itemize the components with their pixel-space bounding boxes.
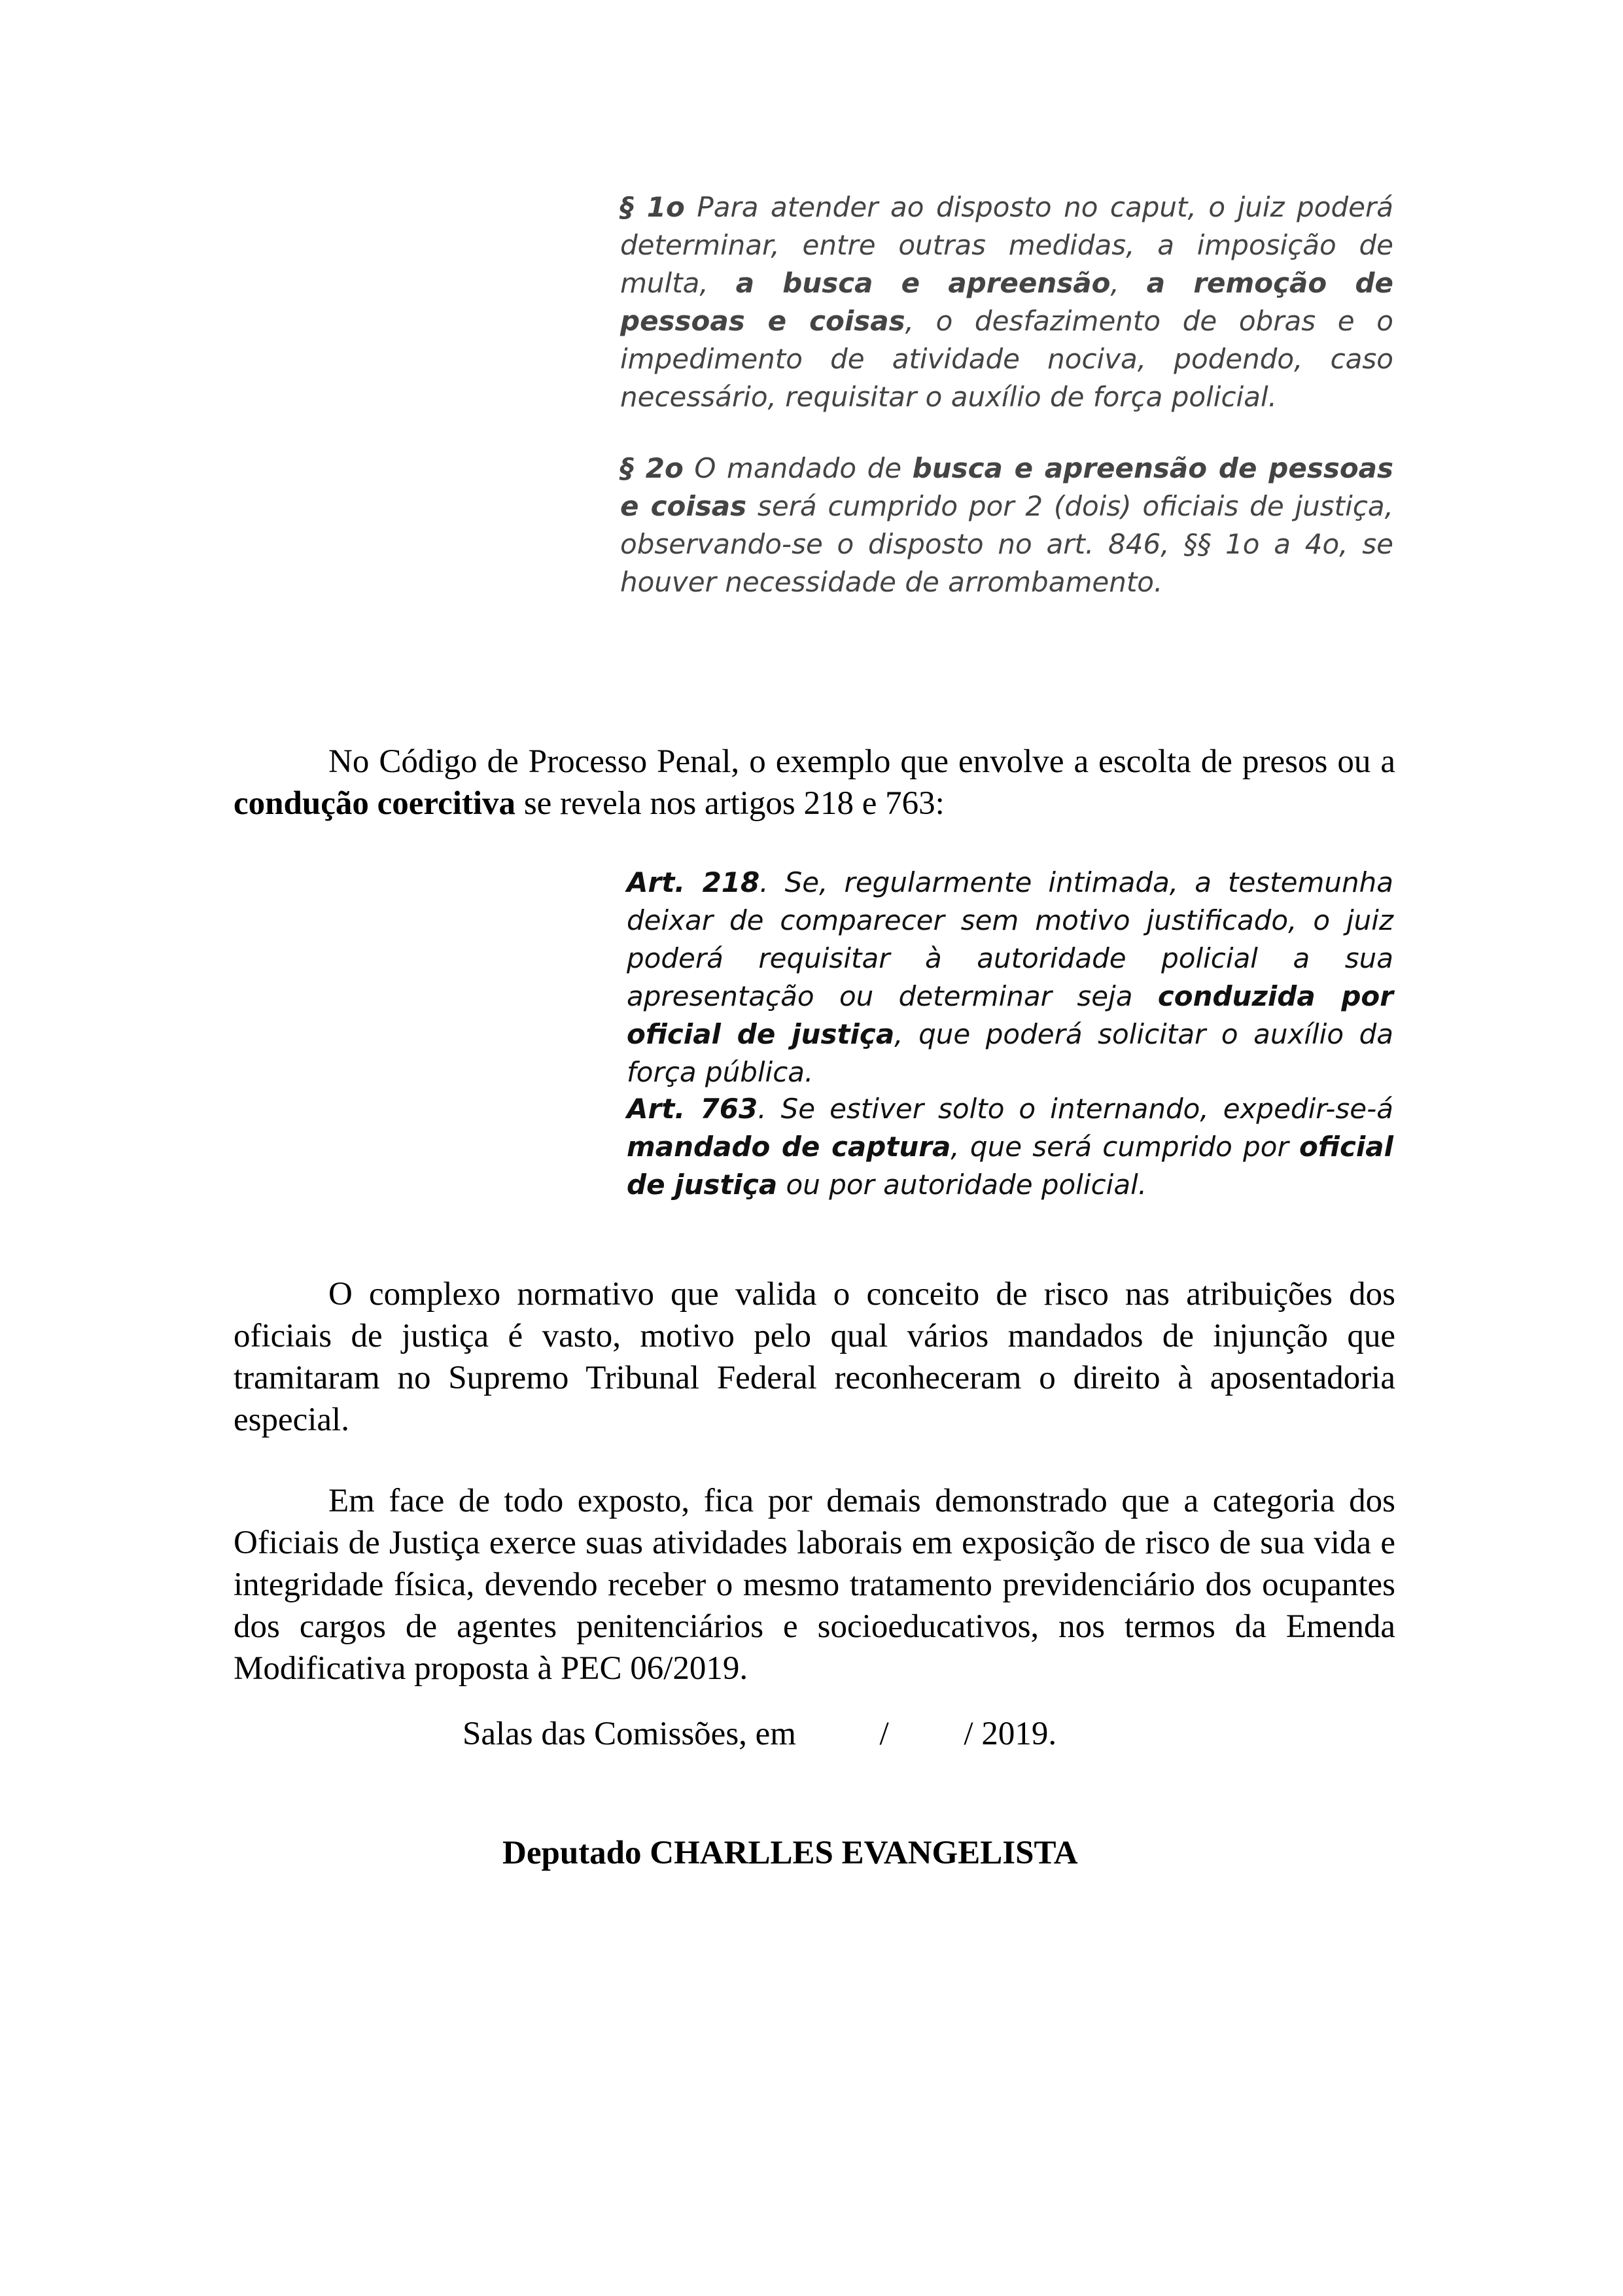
paragraph-conclusao: Em face de todo exposto, fica por demais demonstrado que a categoria dos Oficiais de Justiça exerce suas atividades laborais em exposição de risco de sua vida e integridade física, devendo receber o mesmo tratamento previdenciário dos ocupantes dos cargos de agentes penitenciários e socioeducativos, nos termos da Emenda Modificativa proposta à PEC 06/2019. bbox=[234, 1483, 1395, 1687]
cpc-paragraph-2: § 2o O mandado de busca e apreensão de pessoas e coisas será cumprido por 2 (dois) oficiais de justiça, observando-se o disposto no art. 846, §§ 1o a 4o, se houver necessidade de arrombamento. bbox=[620, 452, 1394, 598]
paragraph-complexo-normativo: O complexo normativo que valida o conceito de risco nas atribuições dos oficiais de justiça é vasto, motivo pelo qual vários mandados de injunção que tramitaram no Supremo Tribunal Federal reconheceram o direito à aposentadoria especial. bbox=[234, 1276, 1395, 1438]
cpc-paragraph-1: § 1o Para atender ao disposto no caput, o juiz poderá determinar, entre outras medidas, a imposição de multa, a busca e apreensão, a remoção de pessoas e coisas, o desfazimento de obras e o impedimento de atividade nociva, podendo, caso necessário, requisitar o auxílio de força policial. bbox=[620, 191, 1393, 413]
article-label: Art. 763 bbox=[627, 1093, 758, 1125]
paragraph-label: § 2o bbox=[620, 452, 684, 484]
signature-date-line: Salas das Comissões, em / / 2019. bbox=[462, 1716, 1057, 1752]
article-label: Art. 218 bbox=[627, 866, 760, 898]
cpp-intro-paragraph: No Código de Processo Penal, o exemplo que envolve a escolta de presos ou a condução coercitiva se revela nos artigos 218 e 763: bbox=[234, 743, 1395, 822]
cpp-article-218: Art. 218. Se, regularmente intimada, a testemunha deixar de comparecer sem motivo justificado, o juiz poderá requisitar à autoridade policial a sua apresentação ou determinar seja conduzida por oficial de justiça, que poderá solicitar o auxílio da força pública. bbox=[627, 866, 1394, 1088]
paragraph-label: § 1o bbox=[620, 191, 685, 223]
signature-name: Deputado CHARLLES EVANGELISTA bbox=[502, 1835, 1078, 1871]
cpp-article-763: Art. 763. Se estiver solto o internando, expedir-se-á mandado de captura, que será cumprido por oficial de justiça ou por autoridade policial. bbox=[627, 1093, 1393, 1201]
